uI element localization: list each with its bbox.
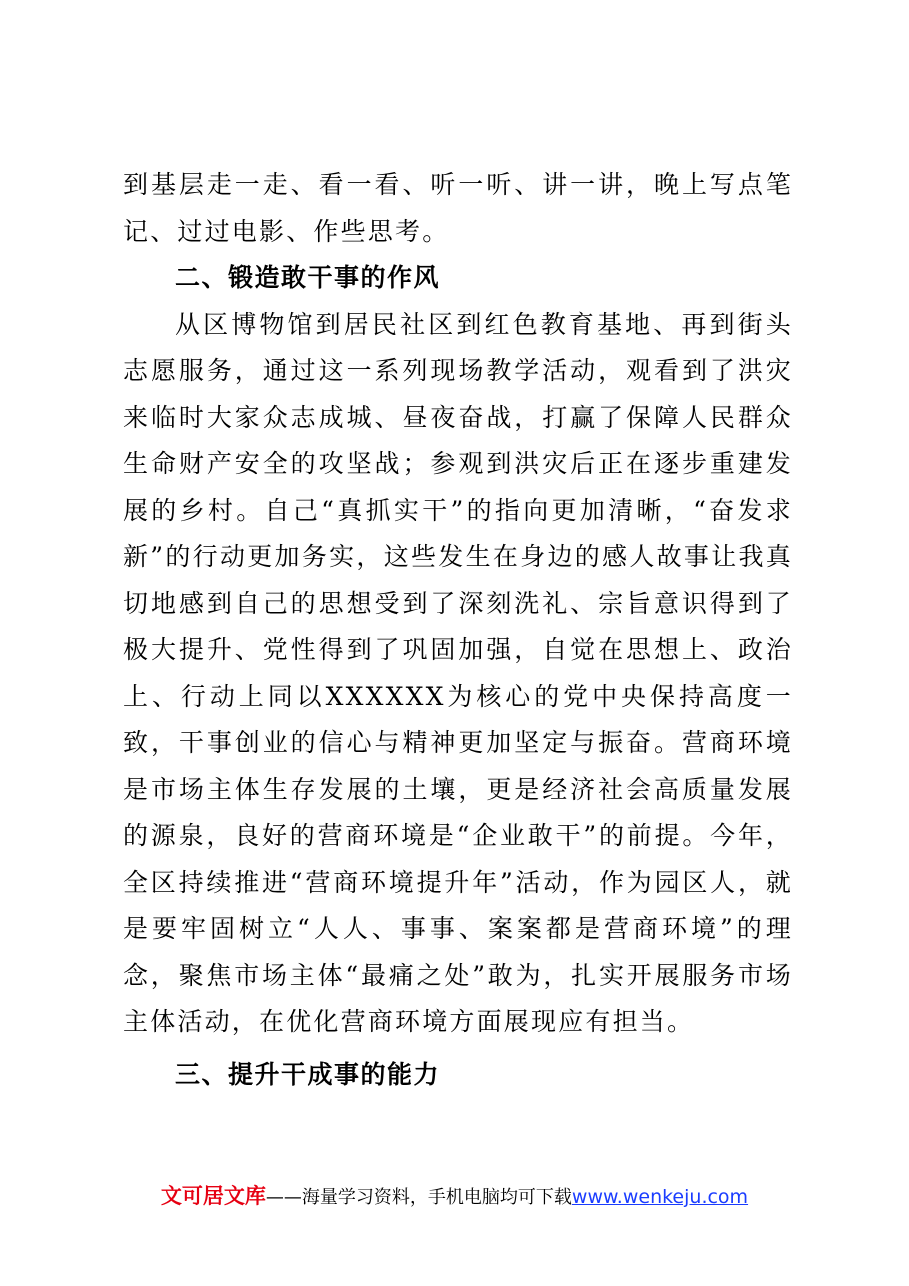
section-heading-3: 三、提升干成事的能力 [175, 1059, 441, 1089]
footer-watermark [0, 1180, 909, 1210]
footer-brand: 文可居文库 [160, 1184, 266, 1208]
footer-url-link[interactable]: www.wenkeju.com [571, 1186, 749, 1208]
section-heading-2: 二、锻造敢干事的作风 [175, 263, 441, 292]
paragraph-continuation: 到基层走一走、看一看、听一听、讲一讲，晚上写点笔记、过过电影、作些思考。 [123, 170, 793, 246]
paragraph-body: 从区博物馆到居民社区到红色教育基地、再到街头志愿服务，通过这一系列现场教学活动，观看到了洪灾来临时大家众志成城、昼夜奋战，打赢了保障人民群众生命财产安全的攻坚战；参观到洪灾后正在逐步重建发展的乡村。自己“真抓实干”的指向更加清晰，“奋发求新”的行动更加务实，这些发生在身边的感人故事让我真切地感到自己的思想受到了深刻洗礼、宗旨意识得到了极大提升、党性得到了巩固加强，自觉在思想上、政治上、行动上同以XXXXXX为核心的党中央保持高度一致，干事创业的信心与精神更加坚定与振奋。营商环境是市场主体生存发展的土壤，更是经济社会高质量发展的源泉，良好的营商环境是“企业敢干”的前提。今年，全区持续推进“营商环境提升年”活动，作为园区人，就是要牢固树立“人人、事事、案案都是营商环境”的理念，聚焦市场主体“最痛之处”敢为，扎实开展服务市场主体活动，在优化营商环境方面展现应有担当。 [123, 309, 793, 1036]
document-body [123, 162, 793, 1098]
footer-tagline: ——海量学习资料，手机电脑均可下载 [265, 1187, 572, 1208]
